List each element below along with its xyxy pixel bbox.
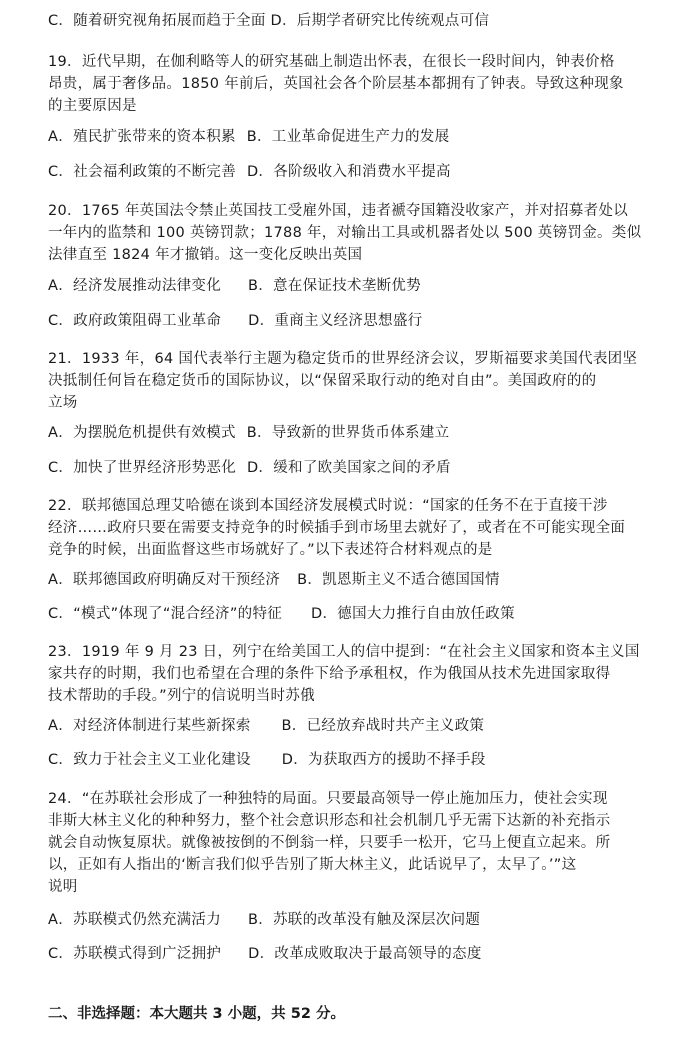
q24-option-b: B．苏联的改革没有触及深层次问题 <box>247 912 481 928</box>
q20-option-d: D．重商主义经济思想盛行 <box>248 313 423 329</box>
q24-options-ab <box>48 910 658 930</box>
q19-stem-line-3: 的主要原因是 <box>48 98 137 114</box>
q21-option-b: B．导致新的世界货币体系建立 <box>246 425 450 441</box>
q23-stem-line-1: 23．1919 年 9 月 23 日，列宁在给美国工人的信中提到：“在社会主义国家和资本主义国 <box>48 644 640 660</box>
q19-option-d: D．各阶级收入和消费水平提高 <box>246 164 451 180</box>
q19-option-c: C．社会福利政策的不断完善 <box>48 164 237 180</box>
q19-options-ab <box>48 127 658 147</box>
q19-option-b: B．工业革命促进生产力的发展 <box>246 129 450 145</box>
q23-options-cd <box>48 750 658 770</box>
q24-option-a: A．苏联模式仍然充满活力 <box>48 912 222 928</box>
q18-options-cd <box>48 11 658 31</box>
q22-stem-line-2: 经济……政府只要在需要支持竞争的时候插手到市场里去就好了，或者在不可能实现全面 <box>48 520 626 536</box>
q24-stem-line-5: 说明 <box>48 879 78 895</box>
q19-option-a: A．殖民扩张带来的资本积累 <box>48 129 236 145</box>
q23-option-c: C．致力于社会主义工业化建设 <box>48 752 251 768</box>
section-2-heading: 二、非选择题：本大题共 3 小题，共 52 分。 <box>48 1006 345 1022</box>
q23-options-ab <box>48 716 658 736</box>
q21-stem-line-1: 21．1933 年，64 国代表举行主题为稳定货币的世界经济会议，罗斯福要求美国代表团坚 <box>48 351 638 367</box>
q20-stem-line-2: 一年内的监禁和 100 英镑罚款；1788 年，对输出工具或机器者处以 500 英镑罚金。类似 <box>48 225 642 241</box>
q20-stem-line-1: 20．1765 年英国法令禁止英国技工受雇外国，违者褫夺国籍没收家产，并对招募者处以 <box>48 203 629 219</box>
q20-stem-line-3: 法律直至 1824 年才撤销。这一变化反映出英国 <box>48 247 363 263</box>
q22-option-d: D．德国大力推行自由放任政策 <box>311 606 515 622</box>
q18-option-d: D．后期学者研究比传统观点可信 <box>270 13 490 29</box>
q23-option-a: A．对经济体制进行某些新探索 <box>48 718 251 734</box>
q20-options-cd <box>48 311 658 331</box>
q21-option-d: D．缓和了欧美国家之间的矛盾 <box>246 460 451 476</box>
q24-stem-line-2: 非斯大林主义化的种种努力，整个社会意识形态和社会机制几乎无需下达新的补充指示 <box>48 813 611 829</box>
q20-option-c: C．政府政策阻碍工业革命 <box>48 313 222 329</box>
q24-stem-line-3: 就会自动恢复原状。就像被按倒的不倒翁一样，只要手一松开，它马上便直立起来。所 <box>48 835 611 851</box>
q23-stem-line-2: 家共存的时期，我们也希望在合理的条件下给予承租权，作为俄国从技术先进国家取得 <box>48 666 611 682</box>
q21-options-cd <box>48 458 658 478</box>
q22-option-a: A．联邦德国政府明确反对干预经济 <box>48 572 281 588</box>
q23-option-b: B．已经放弃战时共产主义政策 <box>281 718 485 734</box>
q23-stem-line-3: 技术帮助的手段。”列宁的信说明当时苏俄 <box>48 688 315 704</box>
q22-options-cd <box>48 604 658 624</box>
q20-option-b: B．意在保证技术垄断优势 <box>247 278 421 294</box>
q19-stem-line-1: 19．近代早期，在伽利略等人的研究基础上制造出怀表，在很长一段时间内，钟表价格 <box>48 54 615 70</box>
q19-stem-line-2: 昂贵，属于奢侈品。1850 年前后，英国社会各个阶层基本都拥有了钟表。导致这种现象 <box>48 76 624 92</box>
q23-option-d: D．为获取西方的援助不择手段 <box>281 752 486 768</box>
q21-option-a: A．为摆脱危机提供有效模式 <box>48 425 236 441</box>
q24-option-c: C．苏联模式得到广泛拥护 <box>48 946 222 962</box>
q21-stem-line-3: 立场 <box>48 395 78 411</box>
q21-stem-line-2: 决抵制任何旨在稳定货币的国际协议，以“保留采取行动的绝对自由”。美国政府的的 <box>48 373 597 389</box>
q22-options-ab <box>48 570 658 590</box>
q22-stem-line-1: 22．联邦德国总理艾哈德在谈到本国经济发展模式时说：“国家的任务不在于直接干涉 <box>48 498 608 514</box>
q21-options-ab <box>48 423 658 443</box>
q24-stem-line-1: 24．“在苏联社会形成了一种独特的局面。只要最高领导一停止施加压力，使社会实现 <box>48 791 608 807</box>
q18-option-c: C．随着研究视角拓展而趋于全面 <box>48 13 266 29</box>
q19-options-cd <box>48 162 658 182</box>
q22-option-c: C．“模式”体现了“混合经济”的特征 <box>48 606 283 622</box>
q22-stem-line-3: 竞争的时候，出面监督这些市场就好了。”以下表述符合材料观点的是 <box>48 542 493 558</box>
q24-stem-line-4: 以，正如有人指出的‘断言我们似乎告别了斯大林主义，此话说早了，太早了。’”这 <box>48 857 577 873</box>
q20-options-ab <box>48 276 658 296</box>
q21-option-c: C．加快了世界经济形势恶化 <box>48 460 237 476</box>
q22-option-b: B．凯恩斯主义不适合德国国情 <box>297 572 500 588</box>
q24-option-d: D．改革成败取决于最高领导的态度 <box>248 946 482 962</box>
q20-option-a: A．经济发展推动法律变化 <box>48 278 222 294</box>
q24-options-cd <box>48 944 658 964</box>
